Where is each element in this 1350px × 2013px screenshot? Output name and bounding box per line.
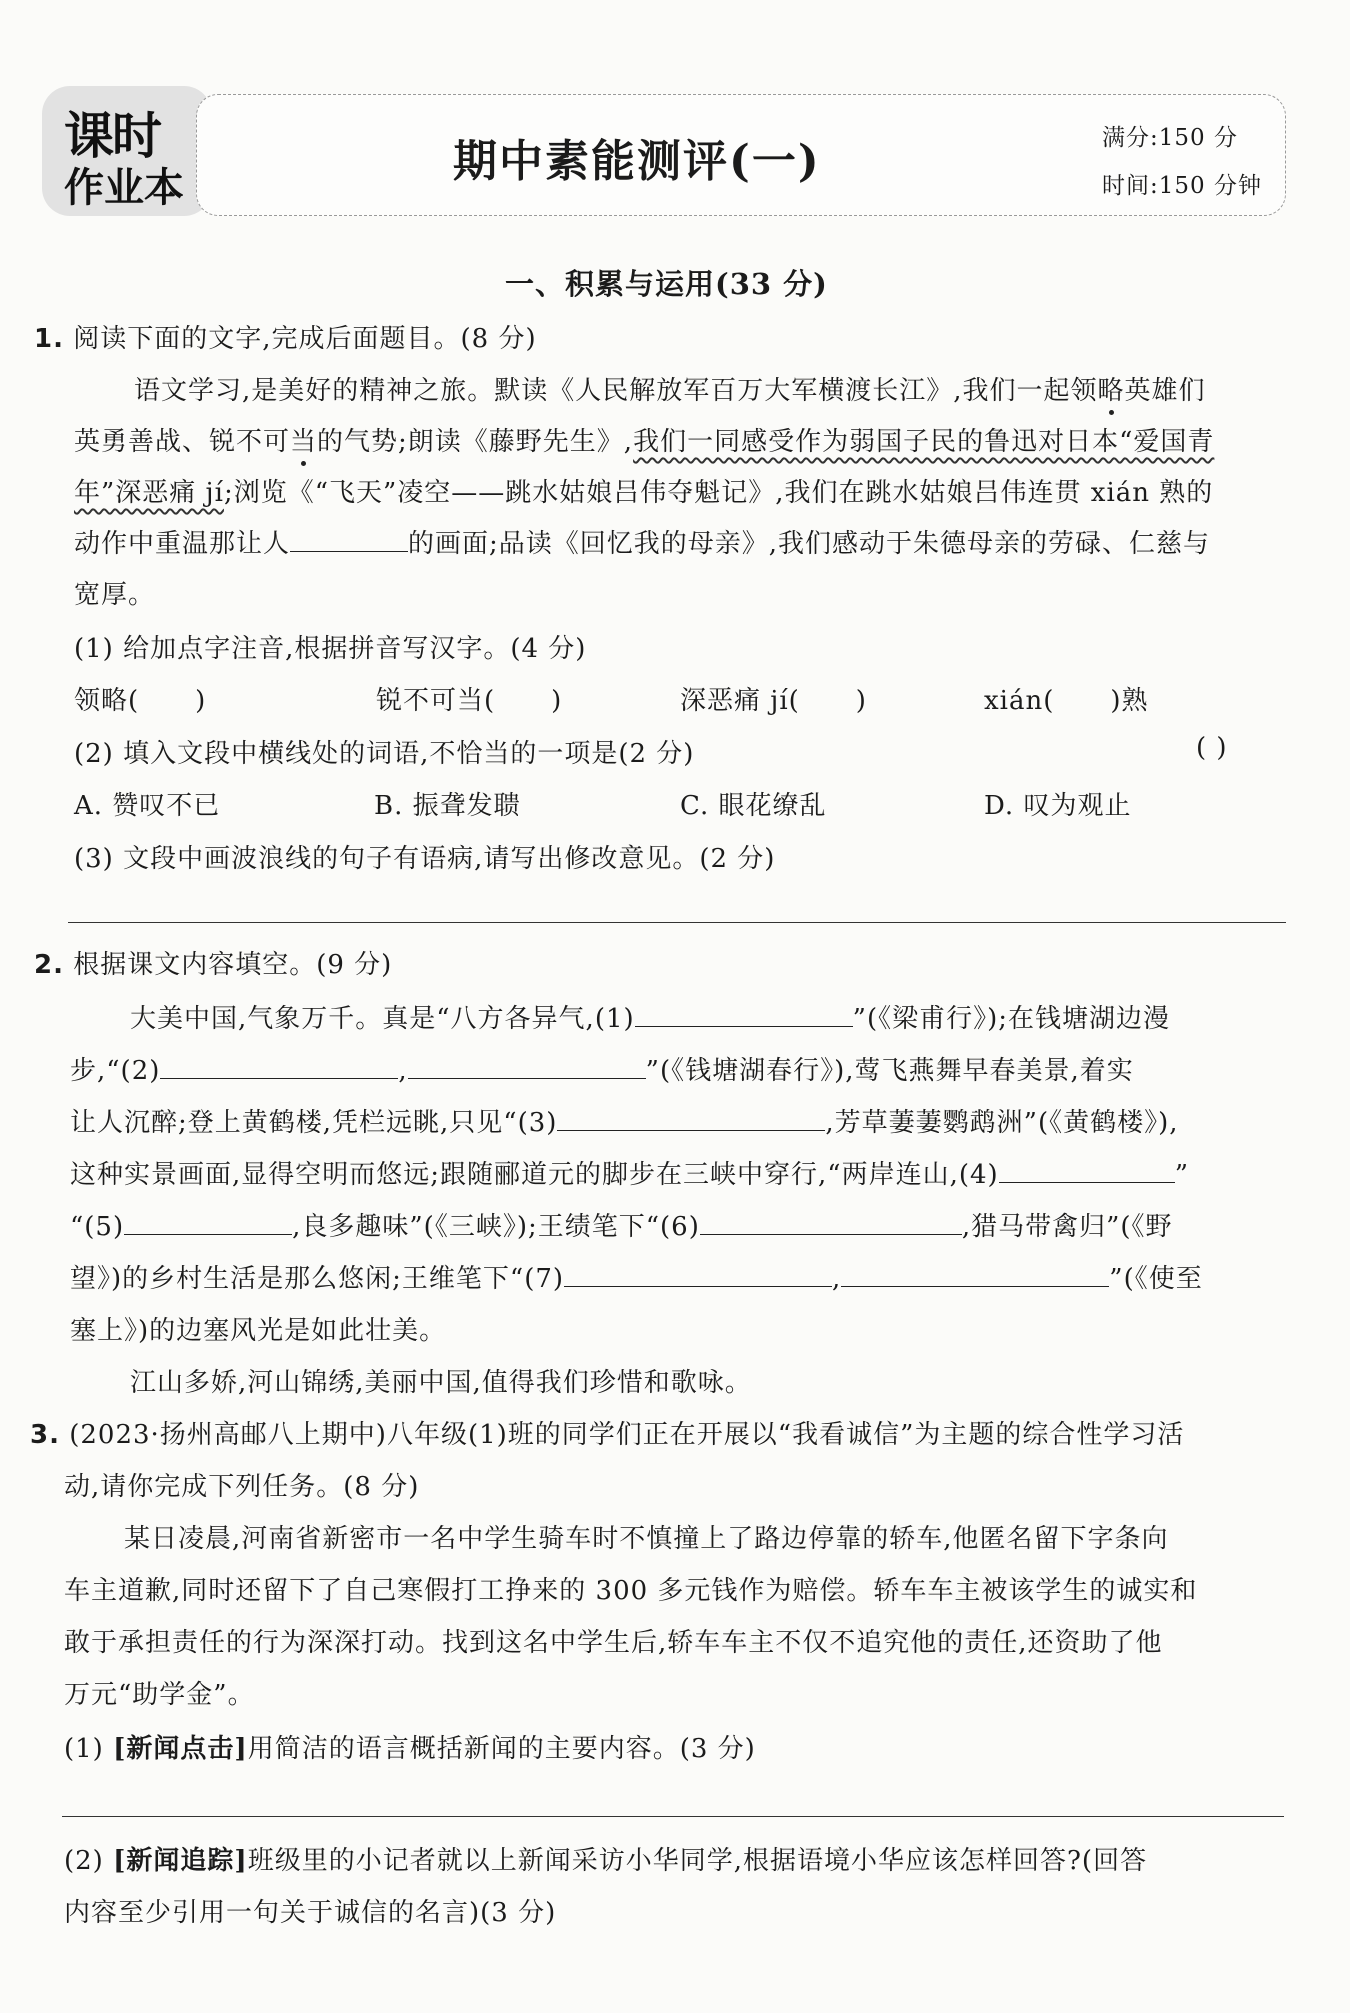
sub-question-2: (2) 填入文段中横线处的词语,不恰当的一项是(2 分)	[74, 739, 695, 769]
passage-line: 宽厚。	[74, 580, 156, 610]
text-run: ,芳草萋萋鹦鹉洲”(《黄鹤楼》),	[825, 1108, 1179, 1138]
text-run: ;浏览《“飞天”凌空——跳水姑娘吕伟夺魁记》,我们在跳水姑娘吕伟连贯 xián 熟的	[223, 478, 1214, 508]
sub-question-1: (1) 给加点字注音,根据拼音写汉字。(4 分)	[74, 634, 587, 664]
text-run: 的画面;品读《回忆我的母亲》,我们感动于朱德母亲的劳碌、仁慈与	[408, 529, 1211, 559]
page-title: 期中素能测评(一)	[453, 136, 821, 187]
answer-line[interactable]	[68, 922, 1286, 923]
question-1-stem	[34, 318, 537, 355]
pinyin-item	[376, 680, 562, 717]
text-run: (2)	[64, 1846, 104, 1876]
answer-paren[interactable]: ( )	[1196, 733, 1228, 763]
text-run: ”(《钱塘湖春行》),莺飞燕舞早春美景,着实	[645, 1056, 1134, 1086]
pinyin-item	[74, 680, 206, 717]
answer-blank[interactable]	[557, 1129, 825, 1131]
question-number: 1.	[34, 324, 64, 354]
answer-blank[interactable]	[635, 1025, 853, 1027]
question-number: 2.	[34, 950, 64, 980]
question-text-line: 内容至少引用一句关于诚信的名言)(3 分)	[64, 1898, 557, 1928]
option-a[interactable]: A. 赞叹不已	[74, 791, 221, 821]
text-run: )	[855, 686, 867, 716]
text-run: 这种实景画面,显得空明而悠远;跟随郦道元的脚步在三峡中穿行,“两岸连山,(4)	[70, 1160, 999, 1190]
text-run: ”	[1174, 1160, 1189, 1190]
option-b[interactable]: B. 振聋发聩	[374, 791, 521, 821]
title-box	[196, 94, 1286, 216]
sub-question-3: (3) 文段中画波浪线的句子有语病,请写出修改意见。(2 分)	[74, 844, 776, 874]
text-run: “(5)	[70, 1212, 125, 1242]
text-run: ,	[832, 1264, 842, 1294]
wavy-underlined-text: 我们一同感受作为弱国子民的鲁迅对日本“爱国青	[633, 427, 1215, 457]
wavy-underlined-text: 年”深恶痛 jí	[74, 478, 224, 508]
answer-blank[interactable]	[408, 1077, 646, 1079]
passage-line	[74, 523, 1210, 560]
passage-line	[74, 421, 1214, 458]
fill-line	[130, 998, 1170, 1035]
time-limit: 时间:150 分钟	[1102, 173, 1262, 199]
dotted-char: 略	[1097, 376, 1125, 406]
text-run: 英雄们	[1124, 376, 1206, 406]
news-line: 万元“助学金”。	[64, 1680, 255, 1710]
text-run: ,猎马带禽归”(《野	[961, 1212, 1173, 1242]
answer-blank[interactable]	[999, 1181, 1175, 1183]
text-run: 英勇善战、锐不可	[74, 427, 291, 457]
text-run: xián(	[984, 686, 1055, 716]
answer-line[interactable]	[62, 1816, 1284, 1817]
text-run: 步,“(2)	[70, 1056, 161, 1086]
text-run: (1)	[64, 1734, 104, 1764]
pinyin-item	[680, 680, 867, 717]
option-d[interactable]: D. 叹为观止	[984, 791, 1132, 821]
answer-blank[interactable]	[160, 1077, 398, 1079]
question-3-stem	[30, 1414, 1184, 1451]
text-run: ”(《梁甫行》);在钱塘湖边漫	[852, 1004, 1170, 1034]
question-text-line: 动,请你完成下列任务。(8 分)	[64, 1472, 420, 1502]
question-text: 根据课文内容填空。(9 分)	[73, 950, 393, 980]
text-run: 语文学习,是美好的精神之旅。默读《人民解放军百万大军横渡长江》,我们一起领	[134, 376, 1098, 406]
text-run: 锐不可当(	[376, 686, 496, 716]
sub-question-2	[64, 1840, 1147, 1877]
news-line: 车主道歉,同时还留下了自己寒假打工挣来的 300 多元钱作为赔偿。轿车车主被该学生的诚实和	[64, 1576, 1198, 1606]
text-run: 望》)的乡村生活是那么悠闲;王维笔下“(7)	[70, 1264, 565, 1294]
text-run: )	[195, 686, 207, 716]
answer-blank[interactable]	[290, 550, 408, 552]
dotted-char: 当	[290, 427, 318, 457]
fill-line	[70, 1258, 1203, 1295]
question-text: 阅读下面的文字,完成后面题目。(8 分)	[73, 324, 537, 354]
section-heading: 一、积累与运用(33 分)	[505, 267, 828, 301]
text-run: 用简洁的语言概括新闻的主要内容。(3 分)	[247, 1734, 756, 1764]
question-2-stem	[34, 944, 392, 981]
answer-blank[interactable]	[564, 1285, 832, 1287]
task-tag: [新闻追踪]	[113, 1846, 248, 1876]
news-line: 某日凌晨,河南省新密市一名中学生骑车时不慎撞上了路边停靠的轿车,他匿名留下字条向	[124, 1524, 1169, 1554]
text-run: 领略(	[74, 686, 140, 716]
fill-line	[70, 1206, 1173, 1243]
text-run: 动作中重温那让人	[74, 529, 291, 559]
fill-line	[70, 1154, 1189, 1191]
sub-question-1	[64, 1728, 756, 1765]
text-run: )熟	[1110, 686, 1149, 716]
logo-sub-text: 作业本	[64, 165, 184, 211]
text-run: 大美中国,气象万千。真是“八方各异气,(1)	[130, 1004, 635, 1034]
answer-blank[interactable]	[700, 1233, 962, 1235]
answer-blank[interactable]	[124, 1233, 292, 1235]
fill-line	[70, 1050, 1134, 1087]
text-run: ”(《使至	[1109, 1264, 1203, 1294]
answer-blank[interactable]	[841, 1285, 1109, 1287]
text-run: )	[551, 686, 563, 716]
text-run: 深恶痛 jí(	[680, 686, 800, 716]
question-number: 3.	[30, 1420, 60, 1450]
pinyin-item	[984, 680, 1149, 717]
text-run: ,	[398, 1056, 408, 1086]
news-line: 敢于承担责任的行为深深打动。找到这名中学生后,轿车车主不仅不追究他的责任,还资助了他	[64, 1628, 1163, 1658]
text-run: 的气势;朗读《藤野先生》,	[317, 427, 634, 457]
text-run: ,良多趣味”(《三峡》);王绩笔下“(6)	[292, 1212, 700, 1242]
fill-line: 江山多娇,河山锦绣,美丽中国,值得我们珍惜和歌咏。	[130, 1368, 752, 1398]
text-run: 让人沉醉;登上黄鹤楼,凭栏远眺,只见“(3)	[70, 1108, 558, 1138]
logo-main-text: 课时	[64, 107, 160, 165]
passage-line	[74, 472, 1213, 509]
brand-logo	[42, 86, 212, 216]
fill-line: 塞上》)的边塞风光是如此壮美。	[70, 1316, 447, 1346]
passage-line	[134, 370, 1206, 407]
option-c[interactable]: C. 眼花缭乱	[680, 791, 827, 821]
full-score: 满分:150 分	[1102, 125, 1238, 151]
text-run: 班级里的小记者就以上新闻采访小华同学,根据语境小华应该怎样回答?(回答	[247, 1846, 1148, 1876]
task-tag: [新闻点击]	[113, 1734, 248, 1764]
fill-line	[70, 1102, 1179, 1139]
question-text: (2023·扬州高邮八上期中)八年级(1)班的同学们正在开展以“我看诚信”为主题的综合性学习活	[69, 1420, 1185, 1450]
